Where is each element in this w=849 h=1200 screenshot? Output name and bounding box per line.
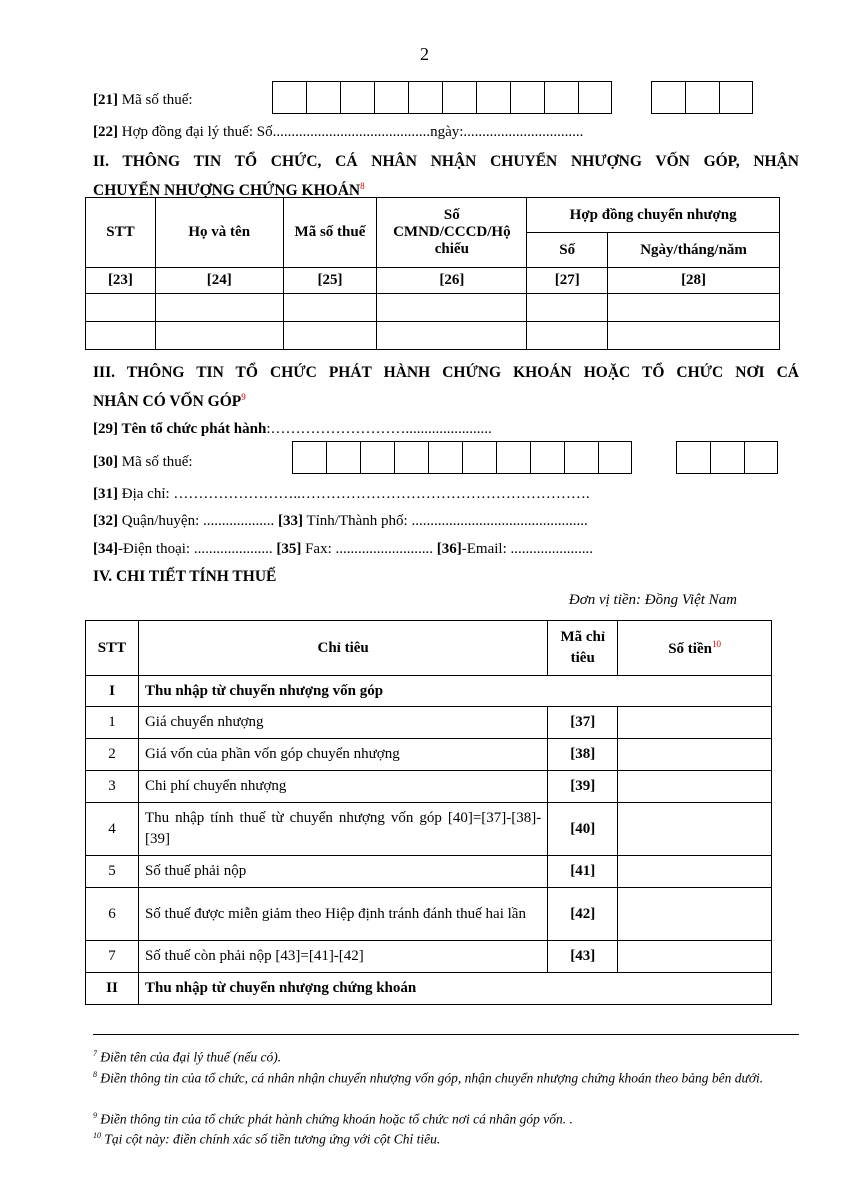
col-indicator: Chỉ tiêu [138,621,547,676]
footnote-10: $^{10}$ Tại cột này: điền chính xác số tiền tương ứng với cột Chỉ tiêu. [93,1131,441,1147]
amount-cell[interactable] [618,941,772,973]
field-21-label: [21] Mã số thuế: [93,92,193,108]
field-22-agency-contract: [22] Hợp đồng đại lý thuế: Số..........................................ngày:................................ [93,124,584,140]
footnote-divider [93,1034,799,1035]
col-stt: STT [86,621,139,676]
field-29-issuer-name: [29] Tên tổ chức phát hành:………………………....................... [93,421,492,437]
tax-code-suffix-boxes-21[interactable] [651,81,753,114]
amount-cell[interactable] [618,771,772,803]
section-3-title: III. THÔNG TIN TỔ CHỨC PHÁT HÀNH CHỨNG KHOÁN HOẶC TỔ CHỨC NƠI CÁ NHÂN CÓ VỐN GÓP$^9$ [93,364,799,411]
table-row: 4 Thu nhập tính thuế từ chuyển nhượng vốn góp [40]=[37]-[38]-[39] [40] [86,803,772,856]
amount-cell[interactable] [618,803,772,856]
col-contract: Hợp đồng chuyển nhượng [527,198,780,233]
footnote-8: $^8$ Điền thông tin của tổ chức, cá nhân nhận chuyển nhượng vốn góp, nhận chuyển nhượng chứng khoán theo bảng bên dưới. [93,1070,764,1086]
amount-cell[interactable] [618,707,772,739]
tax-code-suffix-boxes-30[interactable] [676,441,778,474]
code-row: [23] [24] [25] [26] [27] [28] [86,268,780,294]
col-code: Mã chỉ tiêu [548,621,618,676]
recipient-table [85,197,780,350]
col-tax-code: Mã số thuế [283,198,377,268]
col-id-number: Số CMND/CCCD/Hộ chiếu [377,198,527,268]
currency-unit: Đơn vị tiền: Đồng Việt Nam [568,592,737,608]
section-4-title: IV. CHI TIẾT TÍNH THUẾ [93,568,277,585]
field-34-36-contact: [34]-Điện thoại: ..................... [35] Fax: .......................... [36]-Email: ...................... [93,541,593,557]
group-row-securities: II Thu nhập từ chuyển nhượng chứng khoán [86,973,772,1005]
table-row: 2 Giá vốn của phần vốn góp chuyển nhượng [38] [86,739,772,771]
tax-calculation-table [85,620,772,1005]
amount-cell[interactable] [618,888,772,941]
col-stt: STT [86,198,156,268]
amount-cell[interactable] [618,856,772,888]
table-row: 6 Số thuế được miễn giảm theo Hiệp định tránh đánh thuế hai lần [42] [86,888,772,941]
amount-cell[interactable] [618,739,772,771]
group-row-capital: I Thu nhập từ chuyển nhượng vốn góp [86,676,772,707]
table-row[interactable] [86,294,780,322]
table-row: 7 Số thuế còn phải nộp [43]=[41]-[42] [43] [86,941,772,973]
field-32-33-district-province: [32] Quận/huyện: ................... [33] Tỉnh/Thành phố: ............................................... [93,513,588,529]
field-31-address: [31] Địa chỉ: ……………………..…………………………………………………. [93,486,590,502]
col-contract-date: Ngày/tháng/năm [608,233,780,268]
field-30-label: [30] Mã số thuế: [93,454,193,470]
table-row[interactable] [86,322,780,350]
footnote-9: $^9$ Điền thông tin của tổ chức phát hành chứng khoán hoặc tổ chức nơi cá nhân góp vốn. . [93,1111,573,1127]
col-amount: Số tiền$^{10}$ [618,621,772,676]
tax-code-boxes-21[interactable] [272,81,612,114]
table-row: 5 Số thuế phải nộp [41] [86,856,772,888]
col-contract-number: Số [527,233,608,268]
table-row: 1 Giá chuyển nhượng [37] [86,707,772,739]
footnote-7: $^7$ Điền tên của đại lý thuế (nếu có). [93,1049,282,1065]
table-row: 3 Chi phí chuyển nhượng [39] [86,771,772,803]
col-name: Họ và tên [155,198,283,268]
tax-code-boxes-30[interactable] [292,441,632,474]
page-number: 2 [420,44,429,64]
section-2-title: II. THÔNG TIN TỔ CHỨC, CÁ NHÂN NHẬN CHUYỂN NHƯỢNG VỐN GÓP, NHẬN CHUYỂN NHƯỢNG CHỨNG KHOÁN$^8$ [93,153,799,200]
